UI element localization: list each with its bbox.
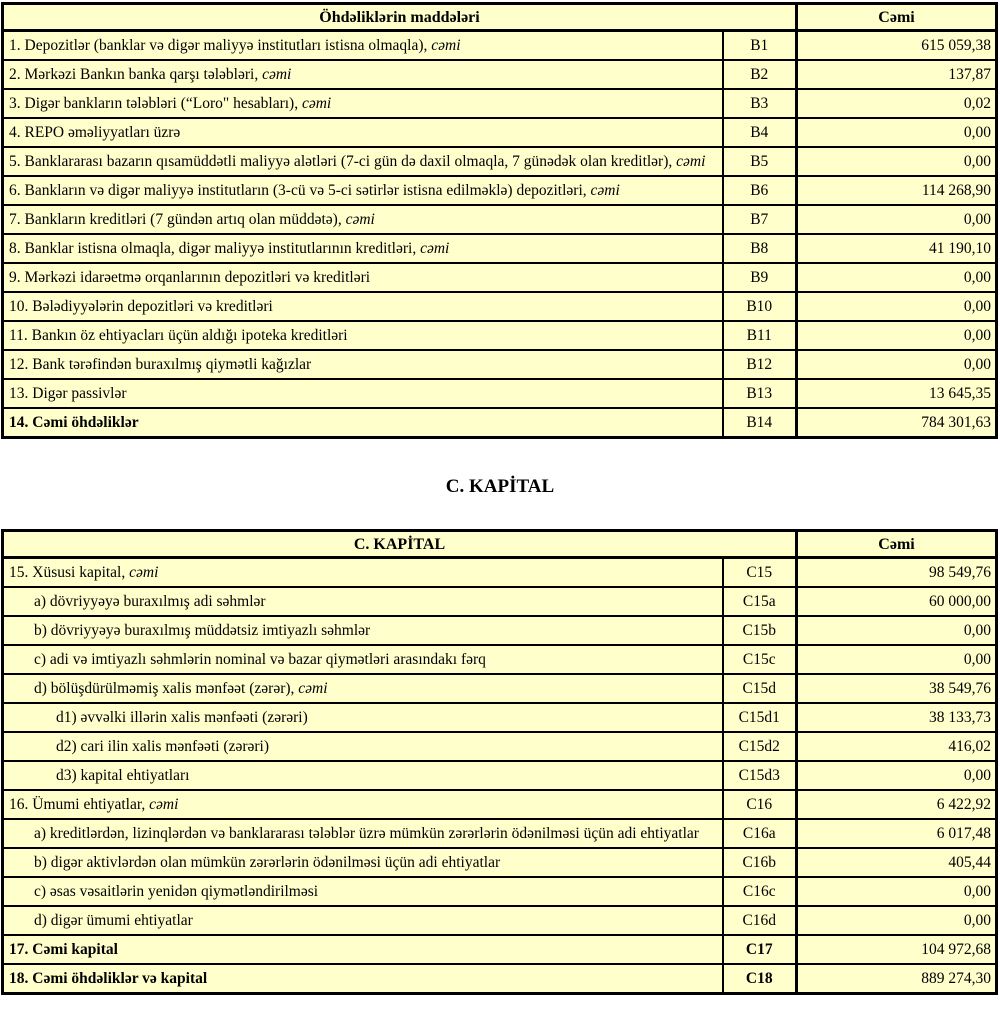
row-label: 14. Cəmi öhdəliklər bbox=[3, 408, 723, 438]
capital-header-title: C. KAPİTAL bbox=[3, 531, 797, 558]
row-label: b) digər aktivlərdən olan mümkün zərərlərin ödənilməsi üçün adi ehtiyatlar bbox=[3, 848, 723, 877]
row-value: 405,44 bbox=[797, 848, 997, 877]
table-row bbox=[3, 558, 997, 588]
table-row bbox=[3, 587, 997, 616]
row-value: 0,00 bbox=[797, 292, 997, 321]
table-row bbox=[3, 292, 997, 321]
table-row bbox=[3, 703, 997, 732]
table-row bbox=[3, 935, 997, 964]
row-code: B6 bbox=[723, 176, 797, 205]
table-row bbox=[3, 645, 997, 674]
row-value: 0,00 bbox=[797, 616, 997, 645]
row-code: B3 bbox=[723, 89, 797, 118]
row-value: 13 645,35 bbox=[797, 379, 997, 408]
row-code: B2 bbox=[723, 60, 797, 89]
table-row bbox=[3, 877, 997, 906]
header-row bbox=[3, 531, 997, 558]
row-value: 60 000,00 bbox=[797, 587, 997, 616]
table-row bbox=[3, 31, 997, 61]
table-row bbox=[3, 379, 997, 408]
row-code: B5 bbox=[723, 147, 797, 176]
row-label: 6. Bankların və digər maliyyə institutların (3-cü və 5-ci sətirlər istisna edilməklə) depozitləri, cəmi bbox=[3, 176, 723, 205]
table-row bbox=[3, 205, 997, 234]
header-row bbox=[3, 4, 997, 31]
row-value: 0,00 bbox=[797, 906, 997, 935]
row-value: 0,00 bbox=[797, 877, 997, 906]
row-value: 114 268,90 bbox=[797, 176, 997, 205]
row-value: 0,00 bbox=[797, 147, 997, 176]
row-code: B1 bbox=[723, 31, 797, 61]
row-code: C15d3 bbox=[723, 761, 797, 790]
table-row bbox=[3, 906, 997, 935]
table-row bbox=[3, 790, 997, 819]
row-code: C15b bbox=[723, 616, 797, 645]
row-label: 16. Ümumi ehtiyatlar, cəmi bbox=[3, 790, 723, 819]
total-column-header: Cəmi bbox=[797, 531, 997, 558]
row-value: 0,00 bbox=[797, 263, 997, 292]
row-label: a) dövriyyəyə buraxılmış adi səhmlər bbox=[3, 587, 723, 616]
row-label: d1) əvvəlki illərin xalis mənfəəti (zərəri) bbox=[3, 703, 723, 732]
row-label: b) dövriyyəyə buraxılmış müddətsiz imtiyazlı səhmlər bbox=[3, 616, 723, 645]
row-label: 13. Digər passivlər bbox=[3, 379, 723, 408]
row-code: C15d bbox=[723, 674, 797, 703]
row-label: 5. Banklararası bazarın qısamüddətli maliyyə alətləri (7-ci gün də daxil olmaqla, 7 günədək olan kreditlər), cəmi bbox=[3, 147, 723, 176]
row-code: C16a bbox=[723, 819, 797, 848]
row-label: 1. Depozitlər (banklar və digər maliyyə institutları istisna olmaqla), cəmi bbox=[3, 31, 723, 61]
row-code: B10 bbox=[723, 292, 797, 321]
row-value: 416,02 bbox=[797, 732, 997, 761]
table-row bbox=[3, 848, 997, 877]
row-value: 98 549,76 bbox=[797, 558, 997, 588]
row-value: 38 133,73 bbox=[797, 703, 997, 732]
table-row bbox=[3, 819, 997, 848]
row-code: C15a bbox=[723, 587, 797, 616]
total-column-header: Cəmi bbox=[797, 4, 997, 31]
row-code: B4 bbox=[723, 118, 797, 147]
row-label: 9. Mərkəzi idarəetmə orqanlarının depozitləri və kreditləri bbox=[3, 263, 723, 292]
liabilities-table-body bbox=[3, 31, 997, 438]
table-row bbox=[3, 616, 997, 645]
table-row bbox=[3, 732, 997, 761]
row-code: C16 bbox=[723, 790, 797, 819]
row-value: 137,87 bbox=[797, 60, 997, 89]
row-value: 0,00 bbox=[797, 761, 997, 790]
table-row bbox=[3, 234, 997, 263]
row-code: C15d2 bbox=[723, 732, 797, 761]
row-label: 11. Bankın öz ehtiyacları üçün aldığı ipoteka kreditləri bbox=[3, 321, 723, 350]
capital-table-body bbox=[3, 558, 997, 994]
row-value: 38 549,76 bbox=[797, 674, 997, 703]
row-code: B8 bbox=[723, 234, 797, 263]
row-code: C16b bbox=[723, 848, 797, 877]
row-code: C16d bbox=[723, 906, 797, 935]
row-value: 0,00 bbox=[797, 205, 997, 234]
row-label: 2. Mərkəzi Bankın banka qarşı tələbləri, cəmi bbox=[3, 60, 723, 89]
table-row bbox=[3, 118, 997, 147]
table-row bbox=[3, 321, 997, 350]
row-value: 41 190,10 bbox=[797, 234, 997, 263]
table-row bbox=[3, 674, 997, 703]
row-label: d3) kapital ehtiyatları bbox=[3, 761, 723, 790]
row-label: 3. Digər bankların tələbləri (“Loro" hesabları), cəmi bbox=[3, 89, 723, 118]
table-row bbox=[3, 176, 997, 205]
liabilities-header-title: Öhdəliklərin maddələri bbox=[3, 4, 797, 31]
table-row bbox=[3, 263, 997, 292]
row-label: 15. Xüsusi kapital, cəmi bbox=[3, 558, 723, 588]
row-code: C18 bbox=[723, 964, 797, 994]
row-value: 0,00 bbox=[797, 321, 997, 350]
table-row bbox=[3, 408, 997, 438]
row-value: 6 017,48 bbox=[797, 819, 997, 848]
row-code: C16c bbox=[723, 877, 797, 906]
table-row bbox=[3, 60, 997, 89]
row-label: 8. Banklar istisna olmaqla, digər maliyyə institutlarının kreditləri, cəmi bbox=[3, 234, 723, 263]
table-row bbox=[3, 89, 997, 118]
row-value: 0,00 bbox=[797, 118, 997, 147]
row-label: c) əsas vəsaitlərin yenidən qiymətləndirilməsi bbox=[3, 877, 723, 906]
row-label: 10. Bələdiyyələrin depozitləri və kreditləri bbox=[3, 292, 723, 321]
row-code: C15 bbox=[723, 558, 797, 588]
row-label: 18. Cəmi öhdəliklər və kapital bbox=[3, 964, 723, 994]
section-heading: C. KAPİTAL bbox=[445, 476, 555, 497]
row-value: 0,02 bbox=[797, 89, 997, 118]
row-code: B9 bbox=[723, 263, 797, 292]
row-value: 0,00 bbox=[797, 645, 997, 674]
liabilities-table bbox=[1, 2, 998, 439]
row-value: 784 301,63 bbox=[797, 408, 997, 438]
row-value: 104 972,68 bbox=[797, 935, 997, 964]
row-code: B14 bbox=[723, 408, 797, 438]
row-value: 889 274,30 bbox=[797, 964, 997, 994]
row-code: B7 bbox=[723, 205, 797, 234]
row-code: C15d1 bbox=[723, 703, 797, 732]
liabilities-table-header bbox=[3, 4, 997, 31]
row-value: 0,00 bbox=[797, 350, 997, 379]
table-row bbox=[3, 761, 997, 790]
row-label: a) kreditlərdən, lizinqlərdən və banklararası tələblər üzrə mümkün zərərlərin ödənilməsi üçün adi ehtiyatlar bbox=[3, 819, 723, 848]
row-code: B13 bbox=[723, 379, 797, 408]
row-label: d) bölüşdürülməmiş xalis mənfəət (zərər), cəmi bbox=[3, 674, 723, 703]
table-row bbox=[3, 350, 997, 379]
table-row bbox=[3, 147, 997, 176]
capital-table-header bbox=[3, 531, 997, 558]
row-code: C17 bbox=[723, 935, 797, 964]
row-label: d2) cari ilin xalis mənfəəti (zərəri) bbox=[3, 732, 723, 761]
row-code: C15c bbox=[723, 645, 797, 674]
capital-table bbox=[1, 529, 998, 995]
row-code: B11 bbox=[723, 321, 797, 350]
row-label: 12. Bank tərəfindən buraxılmış qiymətli kağızlar bbox=[3, 350, 723, 379]
row-value: 6 422,92 bbox=[797, 790, 997, 819]
row-code: B12 bbox=[723, 350, 797, 379]
table-row bbox=[3, 964, 997, 994]
row-label: 17. Cəmi kapital bbox=[3, 935, 723, 964]
row-label: d) digər ümumi ehtiyatlar bbox=[3, 906, 723, 935]
row-label: 7. Bankların kreditləri (7 gündən artıq olan müddətə), cəmi bbox=[3, 205, 723, 234]
row-label: 4. REPO əməliyyatları üzrə bbox=[3, 118, 723, 147]
row-label: c) adi və imtiyazlı səhmlərin nominal və bazar qiymətləri arasındakı fərq bbox=[3, 645, 723, 674]
row-value: 615 059,38 bbox=[797, 31, 997, 61]
